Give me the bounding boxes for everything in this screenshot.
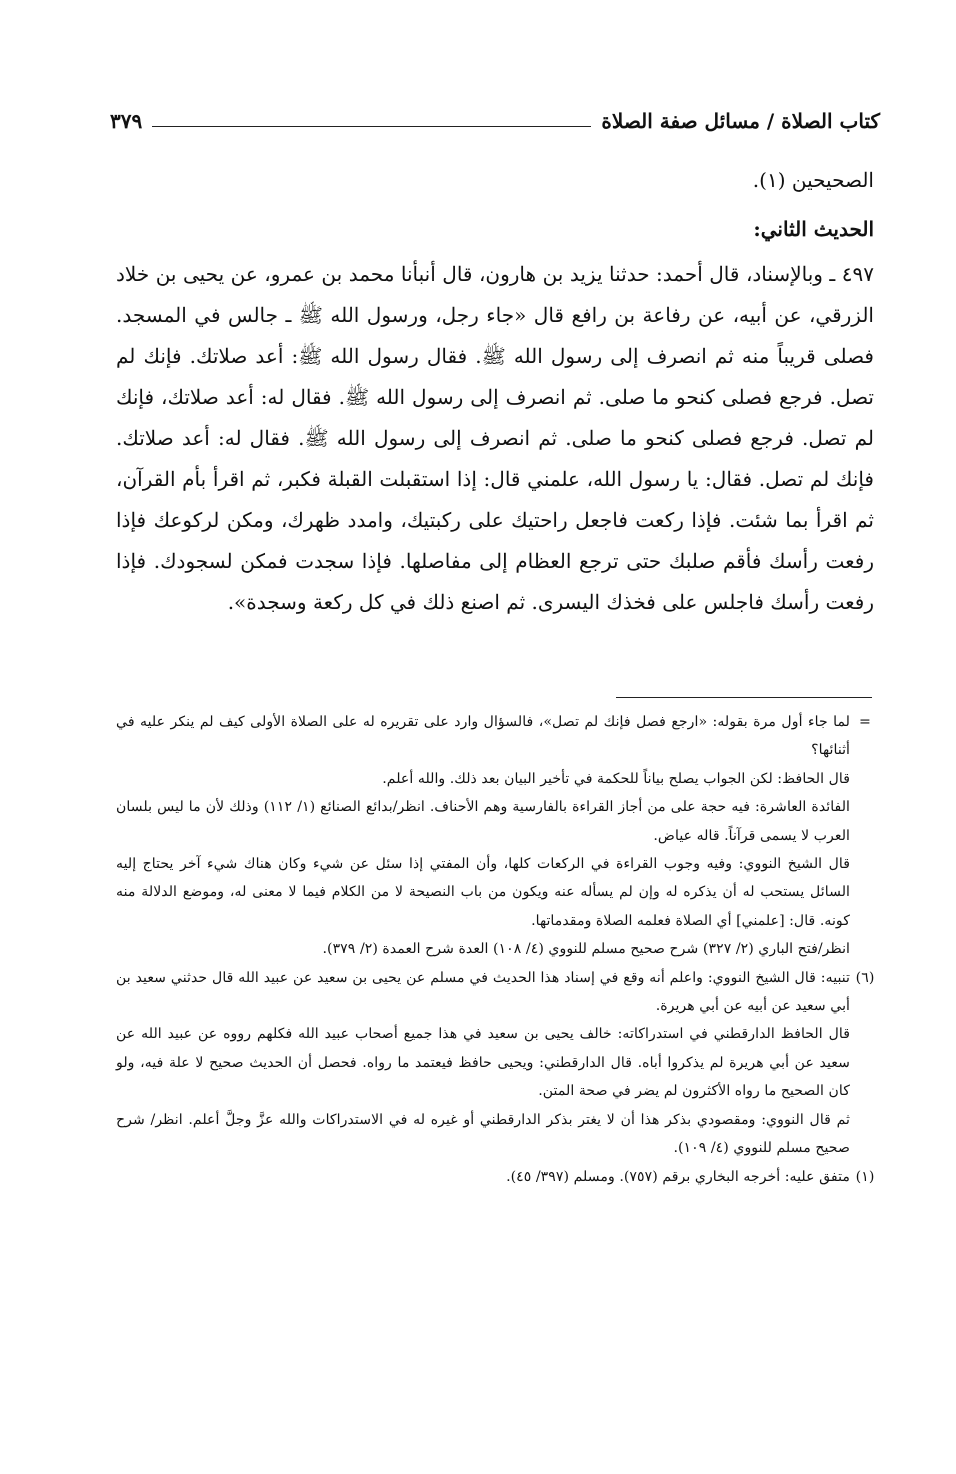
footnote [116, 850, 876, 935]
footnote [116, 935, 876, 963]
hadith-paragraph: ٤٩٧ ـ وبالإسناد، قال أحمد: حدثنا يزيد بن هارون، قال أنبأنا محمد بن عمرو، عن يحيى بن خلاد الزرقي، عن أبيه، عن رفاعة بن رافع قال «جاء رجل، ورسول الله ﷺ ـ جالس في المسجد. فصلى قريباً منه ثم انصرف إلى رسول الله ﷺ. فقال رسول الله ﷺ: أعد صلاتك. فإنك لم تصل. فرجع فصلى كنحو ما صلى. ثم انصرف إلى رسول الله ﷺ. فقال له: أعد صلاتك، فإنك لم تصل. فرجع فصلى كنحو ما صلى. ثم انصرف إلى رسول الله ﷺ. فقال له: أعد صلاتك. فإنك لم تصل. فقال: يا رسول الله، علمني قال: إذا استقبلت القبلة فكبر، ثم اقرأ بأم القرآن، ثم اقرأ بما شئت. فإذا ركعت فاجعل راحتيك على ركبتيك، وامدد ظهرك، ومكن لركوعك فإذا رفعت رأسك فأقم صلبك حتى ترجع العظام إلى مفاصلها. فإذا سجدت فمكن لسجودك. فإذا رفعت رأسك فاجلس على فخذك اليسرى. ثم اصنع ذلك في كل ركعة وسجدة». [116, 262, 874, 614]
footnote [116, 1163, 876, 1191]
footnote [116, 1020, 876, 1105]
footnote-text: لما جاء أول مرة بقوله: «ارجع فصل فإنك لم تصل»، فالسؤال وارد على تقريره له على الصلاة الأولى كيف لم ينكر عليه في أثنائها؟ [116, 714, 850, 759]
footnote-text: قال الحافظ الدارقطني في استدراكاته: خالف يحيى بن سعيد في هذا جميع أصحاب عبيد الله فكلهم رووه عن عبيد الله عن سعيد عن أبي هريرة لم يذكروا أباه. قال الدارقطني: ويحيى حافظ فيعتمد ما رواه. فحصل أن الحديث صحيح لا علة فيه، ولو كان الصحيح ما رواه الأكثرون لم يضر في صحة المتن. [116, 1026, 850, 1100]
main-text [116, 160, 874, 623]
footnote-text: الفائدة العاشرة: فيه حجة على من أجاز القراءة بالفارسية وهم الأحناف. انظر/بدائع الصنائع (١/ ١١٢) وذلك لأن ما ليس بلسان العرب لا يسمى قرآناً. قاله عياض. [116, 799, 850, 844]
footnote-marker: = [859, 714, 871, 730]
footnote-text: قال الحافظ: لكن الجواب يصلح بياناً للحكمة في تأخير البيان بعد ذلك. والله أعلم. [382, 770, 850, 787]
running-title: كتاب الصلاة / مسائل صفة الصلاة [601, 109, 880, 133]
continuation-line: الصحيحين (١). [752, 168, 874, 192]
header-rule [152, 126, 591, 127]
footnote [116, 793, 876, 850]
footnote-text: تنبيه: قال الشيخ النووي: واعلم أنه وقع في إسناد هذا الحديث في مسلم عن يحيى بن سعيد عن عبيد الله قال حدثني سعيد بن أبي سعيد عن أبيه عن أبي هريرة. [116, 969, 850, 1015]
footnote-text: ثم قال النووي: ومقصودي بذكر هذا أن لا يغتر بذكر الدارقطني أو غيره له في الاستدراكات والله عزَّ وجلَّ أعلم. انظر/ شرح صحيح مسلم للنووي (٤/ ١٠٩). [116, 1111, 850, 1157]
page-number: ٣٧٩ [110, 109, 143, 133]
running-header [110, 104, 880, 138]
footnote [116, 1106, 876, 1163]
footnote-marker: (١) [855, 1168, 875, 1185]
footnote-text: قال الشيخ النووي: وفيه وجوب القراءة في الركعات كلها، وأن المفتي إذا سئل عن شيء وكان هناك شيء آخر يحتاج إليه السائل يستحب له أن يذكره له وإن لم يسأله عنه ويكون من باب النصيحة لا من الكلام فيما لا معنى له، وموضع الدلالة منه كونه. قال: [علمني] أي الصلاة فعلمه الصلاة ومقدماتها. [116, 856, 850, 929]
footnote [116, 765, 876, 793]
footnote-separator [616, 697, 872, 698]
footnote-text: متفق عليه: أخرجه البخاري برقم (٧٥٧). ومسلم (٣٩٧/ ٤٥). [506, 1168, 850, 1185]
footnote-text: انظر/فتح الباري (٢/ ٣٢٧) شرح صحيح مسلم للنووي (٤/ ١٠٨) العدة شرح العمدة (٢/ ٣٧٩). [322, 941, 850, 958]
section-heading: الحديث الثاني: [753, 217, 874, 241]
footnote [116, 708, 876, 765]
footnote [116, 964, 876, 1021]
footnote-marker: (٦) [855, 969, 875, 986]
footnotes [116, 708, 876, 1191]
